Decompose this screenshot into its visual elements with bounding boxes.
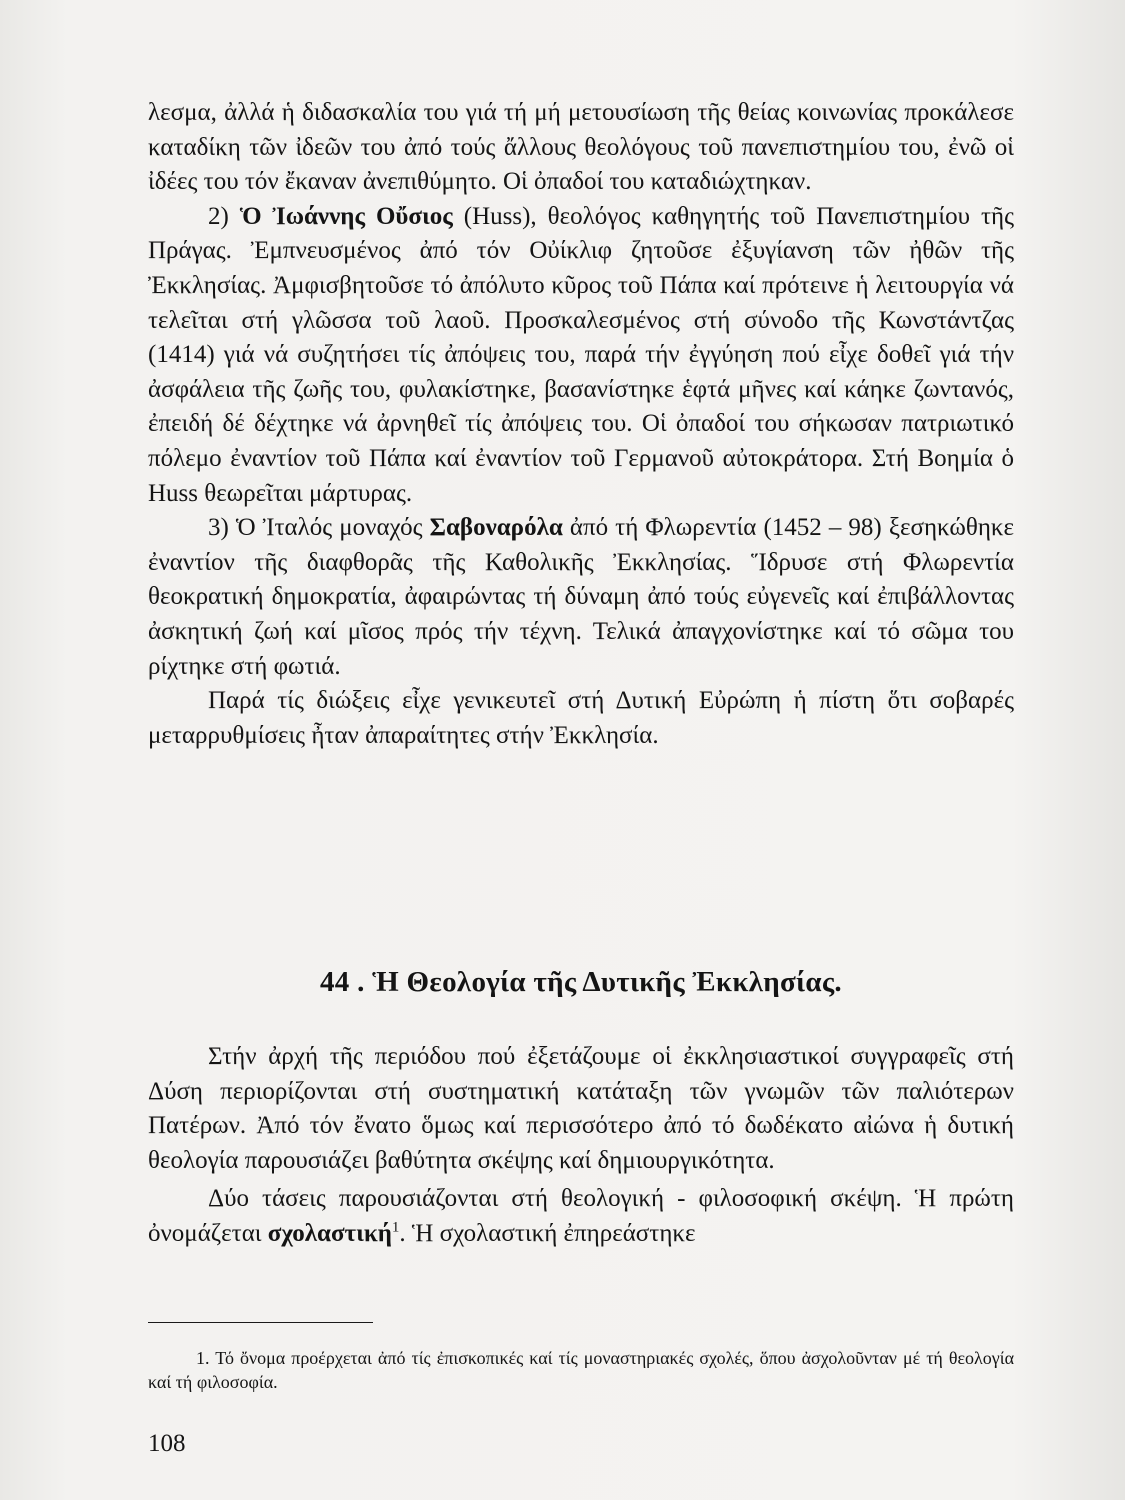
paragraph-huss bbox=[148, 200, 1014, 511]
section-body bbox=[148, 1040, 1014, 1252]
section-p2-text: Δύο τάσεις παρουσιάζονται στή θεολογική - φιλοσοφική σκέψη. Ἡ πρώτη ὀνομάζεται bbox=[148, 1185, 1014, 1247]
footnote-ref[interactable]: 1 bbox=[391, 1219, 400, 1236]
footnote bbox=[148, 1346, 1014, 1394]
page-number: 108 bbox=[148, 1430, 186, 1457]
footnote-text: 1. Τό ὄνομα προέρχεται ἀπό τίς ἐπισκοπικές καί τίς μοναστηριακές σχολές, ὅπου ἀσχολοῦνταν μέ τή θεολογία καί τή φιλοσοφία. bbox=[148, 1348, 1014, 1392]
paragraph-conclusion: Παρά τίς διώξεις εἶχε γενικευτεῖ στή Δυτική Εὐρώπη ἡ πίστη ὅτι σοβαρές μεταρρυθμίσεις ἦταν ἀπαραίτητες στήν Ἐκκλησία. bbox=[148, 687, 1014, 749]
list-number: 2) bbox=[208, 202, 240, 230]
paragraph-savonarola bbox=[148, 511, 1014, 684]
huss-text: (Huss), θεολόγος καθηγητής τοῦ Πανεπιστημίου τῆς Πράγας. Ἐμπνευσμένος ἀπό τόν Οὐίκλιφ ζητοῦσε ἐξυγίανση τῶν ἠθῶν τῆς Ἐκκλησίας. Ἀμφισβητοῦσε τό ἀπόλυτο κῦρος τοῦ Πάπα καί πρότεινε ἡ λειτουργία νά τελεῖται στή γλῶσσα τοῦ λαοῦ. Προσκαλεσμένος στή σύνοδο τῆς Κωνστάντζας (1414) γιά νά συζητήσει τίς ἀπόψεις του, παρά τήν ἐγγύηση πού εἶχε δοθεῖ γιά τήν ἀσφάλεια τῆς ζωῆς του, φυλακίστηκε, βασανίστηκε ἑφτά μῆνες καί κάηκε ζωντανός, ἐπειδή δέ δέχτηκε νά ἀρνηθεῖ τίς ἀπόψεις του. Οἱ ὀπαδοί του σήκωσαν πατριωτικό πόλεμο ἐναντίον τοῦ Πάπα καί ἐναντίον τοῦ Γερμανοῦ αὐτοκράτορα. Στή Βοημία ὁ Huss θεωρεῖται μάρτυρας. bbox=[148, 202, 1014, 507]
section-paragraph-2 bbox=[148, 1182, 1014, 1251]
name-huss: Ὁ Ἰωάννης Οὔσιος bbox=[239, 202, 453, 230]
paragraph-continuation: λεσμα, ἀλλά ἡ διδασκαλία του γιά τή μή μετουσίωση τῆς θείας κοινωνίας προκάλεσε καταδίκη τῶν ἰδεῶν του ἀπό τούς ἄλλους θεολόγους τοῦ πανεπιστημίου του, ἐνῶ οἱ ἰδέες του τόν ἔκαναν ἀνεπιθύμητο. Οἱ ὀπαδοί του καταδιώχτηκαν. bbox=[148, 99, 1014, 196]
section-heading: 44 . Ἡ Θεολογία τῆς Δυτικῆς Ἐκκλησίας. bbox=[320, 966, 842, 998]
name-savonarola: Σαβοναρόλα bbox=[429, 514, 563, 542]
section-paragraph-1: Στήν ἀρχή τῆς περιόδου πού ἐξετάζουμε οἱ ἐκκλησιαστικοί συγγραφεῖς στή Δύση περιορίζονται στή συστηματική κατάταξη τῶν γνωμῶν τῶν παλιότερων Πατέρων. Ἀπό τόν ἔνατο ὅμως καί περισσότερο ἀπό τό δωδέκατο αἰώνα ἡ δυτική θεολογία παρουσιάζει βαθύτητα σκέψης καί δημιουργικότητα. bbox=[148, 1043, 1014, 1174]
term-scholastic: σχολαστική bbox=[267, 1219, 392, 1247]
savonarola-intro: 3) Ὁ Ἰταλός μοναχός bbox=[208, 514, 430, 542]
main-text bbox=[148, 96, 1014, 753]
footnote-divider bbox=[148, 1322, 373, 1323]
savonarola-text: ἀπό τή Φλωρεντία (1452 – 98) ξεσηκώθηκε ἐναντίον τῆς διαφθορᾶς τῆς Καθολικῆς Ἐκκλησίας. Ἵδρυσε στή Φλωρεντία θεοκρατική δημοκρατία, ἀφαιρώντας τή δύναμη ἀπό τούς εὐγενεῖς καί ἐπιβάλλοντας ἀσκητική ζωή καί μῖσος πρός τήν τέχνη. Τελικά ἀπαγχονίστηκε καί τό σῶμα του ρίχτηκε στή φωτιά. bbox=[148, 514, 1014, 680]
section-p2-tail: . Ἡ σχολαστική ἐπηρεάστηκε bbox=[399, 1219, 696, 1247]
